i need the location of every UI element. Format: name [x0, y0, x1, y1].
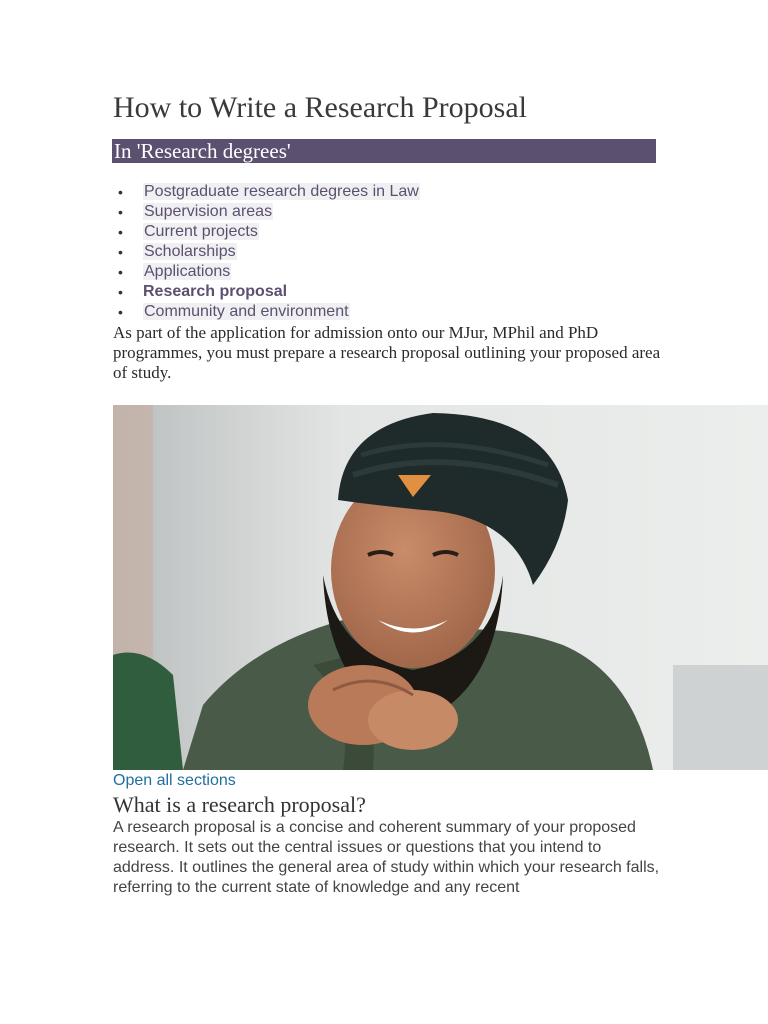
bullet-icon: •	[118, 184, 123, 200]
bullet-icon: •	[118, 204, 123, 220]
bullet-icon: •	[118, 264, 123, 280]
nav-item	[112, 242, 420, 262]
student-photo-illustration	[113, 405, 768, 770]
bullet-icon: •	[118, 244, 123, 260]
page-title: How to Write a Research Proposal	[113, 91, 527, 124]
nav-item	[112, 262, 420, 282]
nav-item	[112, 202, 420, 222]
bullet-icon: •	[118, 284, 123, 300]
nav-link-scholarships[interactable]: Scholarships	[144, 243, 236, 260]
nav-item	[112, 302, 420, 322]
section-nav	[112, 182, 420, 322]
bullet-icon: •	[118, 304, 123, 320]
hero-photo	[113, 405, 768, 770]
section-banner: In 'Research degrees'	[112, 139, 656, 163]
nav-item	[112, 182, 420, 202]
nav-item-current-research-proposal: Research proposal	[143, 283, 288, 300]
nav-link-applications[interactable]: Applications	[144, 263, 231, 280]
open-all-sections-link[interactable]: Open all sections	[113, 772, 236, 789]
nav-link-postgraduate-research-degrees[interactable]: Postgraduate research degrees in Law	[144, 183, 419, 200]
bullet-icon: •	[118, 224, 123, 240]
section-body: A research proposal is a concise and coherent summary of your proposed research. It sets out the central issues or questions that you intend to address. It outlines the general area of study within which your research falls, referring to the current state of knowledge and any recent	[113, 819, 660, 896]
nav-item	[112, 222, 420, 242]
nav-link-community-and-environment[interactable]: Community and environment	[144, 303, 349, 320]
nav-link-current-projects[interactable]: Current projects	[144, 223, 258, 240]
intro-paragraph: As part of the application for admission onto our MJur, MPhil and PhD programmes, you must prepare a research proposal outlining your proposed area of study.	[113, 323, 661, 382]
nav-item	[112, 282, 420, 302]
section-heading: What is a research proposal?	[113, 792, 366, 817]
nav-link-supervision-areas[interactable]: Supervision areas	[144, 203, 273, 220]
